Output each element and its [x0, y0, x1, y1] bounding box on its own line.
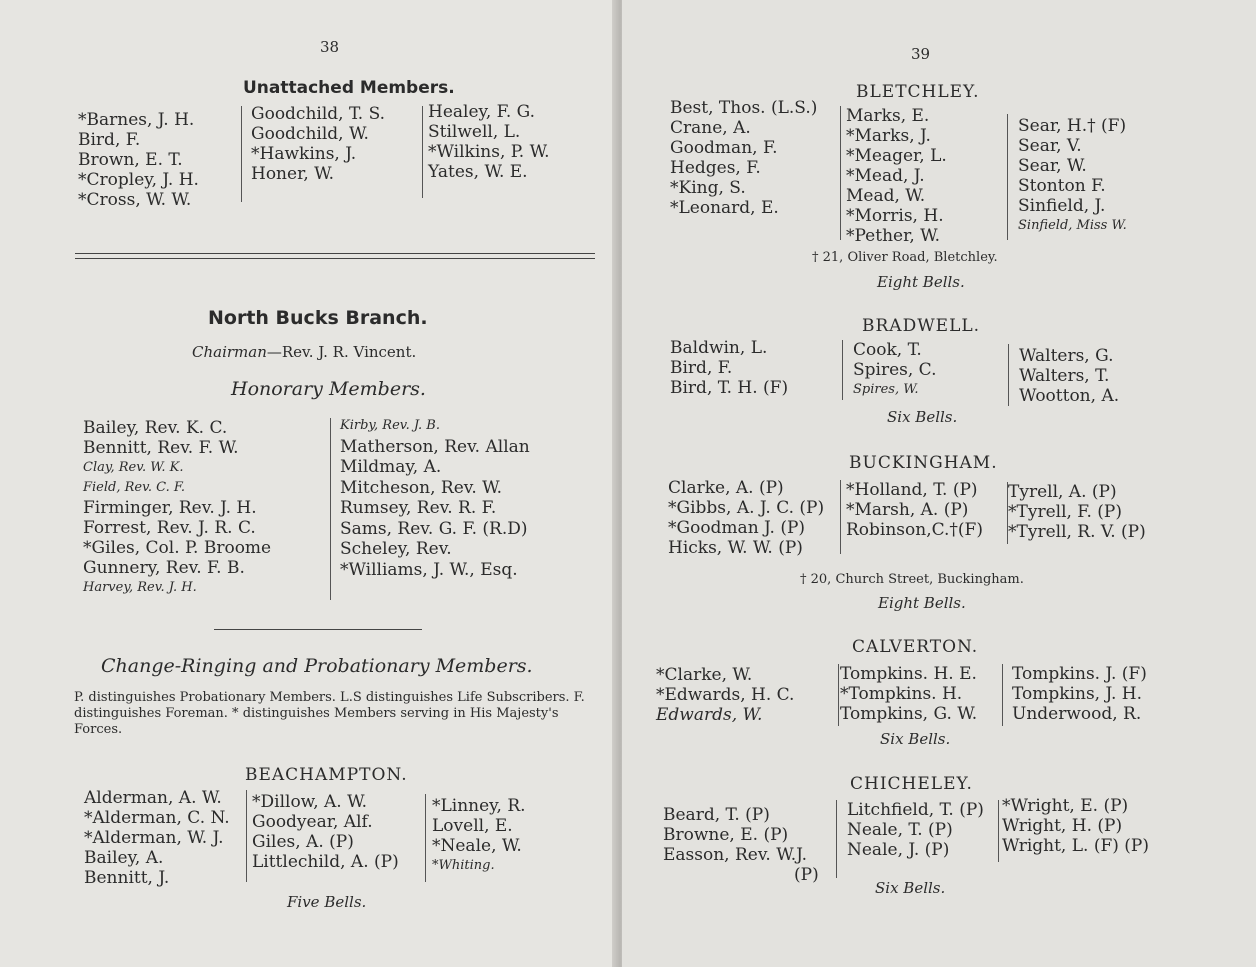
member-name: *Tyrell, R. V. (P) — [1008, 522, 1146, 542]
member-name: Underwood, R. — [1012, 704, 1142, 724]
member-name: Sinfield, Miss W. — [1018, 218, 1127, 233]
buckingham-col1 — [668, 478, 824, 558]
right-page — [622, 0, 1256, 967]
column-divider — [1008, 344, 1009, 406]
member-name: Bailey, A. — [84, 848, 164, 868]
member-name: Spires, W. — [853, 382, 919, 397]
beachampton-col2 — [252, 792, 399, 872]
chicheley-col3 — [1002, 796, 1149, 856]
member-name: Firminger, Rev. J. H. — [83, 498, 257, 518]
calverton-col2 — [840, 664, 977, 724]
beachampton-heading: BEACHAMPTON. — [245, 765, 408, 785]
member-name: Wright, L. (F) (P) — [1002, 836, 1150, 856]
member-name: Goodyear, Alf. — [252, 812, 373, 832]
member-name: Rumsey, Rev. R. F. — [340, 498, 497, 518]
member-name: Bird, T. H. (F) — [670, 378, 789, 398]
member-name: *Holland, T. (P) — [846, 480, 978, 500]
member-name: *Cross, W. W. — [78, 190, 192, 210]
member-name: *Marsh, A. (P) — [846, 500, 969, 520]
member-name: Brown, E. T. — [78, 150, 183, 170]
column-divider — [330, 418, 331, 600]
member-name: Littlechild, A. (P) — [252, 852, 399, 872]
change-ringing-heading: Change-Ringing and Probationary Members. — [101, 655, 533, 677]
member-name: Alderman, A. W. — [84, 788, 222, 808]
column-divider — [842, 340, 843, 400]
member-name: Clarke, A. (P) — [668, 478, 784, 498]
member-name: Neale, J. (P) — [847, 840, 950, 860]
member-name: Field, Rev. C. F. — [83, 480, 186, 495]
member-name: *Marks, J. — [846, 126, 931, 146]
member-name: Bennitt, Rev. F. W. — [83, 438, 239, 458]
member-name: *Meager, L. — [846, 146, 947, 166]
member-name: Goodchild, W. — [251, 124, 369, 144]
member-name: *Leonard, E. — [670, 198, 779, 218]
member-name: *Cropley, J. H. — [78, 170, 199, 190]
bradwell-heading: BRADWELL. — [862, 316, 981, 336]
member-name: Litchfield, T. (P) — [847, 800, 984, 820]
double-rule — [75, 258, 595, 259]
member-name: *Edwards, H. C. — [656, 685, 795, 705]
bradwell-bells: Six Bells. — [887, 408, 958, 426]
member-name: *Wilkins, P. W. — [428, 142, 550, 162]
member-name: Sear, H.† (F) — [1018, 116, 1127, 136]
member-name: Hicks, W. W. (P) — [668, 538, 803, 558]
member-name: Bird, F. — [670, 358, 733, 378]
page-number: 39 — [911, 45, 931, 63]
member-name: Yates, W. E. — [428, 162, 528, 182]
member-name: Goodchild, T. S. — [251, 104, 386, 124]
member-name: Tompkins. H. E. — [840, 664, 977, 684]
legend-note: P. distinguishes Probationary Members. L.S distinguishes Life Subscribers. F. distinguishes Foreman. * distinguishes Members serving in His Majesty's Forces. — [74, 690, 585, 737]
member-name: Robinson,C.†(F) — [846, 520, 983, 540]
buckingham-col3 — [1008, 482, 1146, 542]
column-divider — [422, 106, 423, 198]
member-name: Wootton, A. — [1019, 386, 1120, 406]
member-name: Mildmay, A. — [340, 457, 442, 477]
column-divider — [241, 106, 242, 202]
unattached-col1 — [78, 110, 199, 210]
member-name: Stilwell, L. — [428, 122, 521, 142]
chicheley-bells: Six Bells. — [875, 879, 946, 897]
member-name: Tompkins, G. W. — [840, 704, 978, 724]
calverton-heading: CALVERTON. — [852, 637, 979, 657]
member-name: Spires, C. — [853, 360, 937, 380]
member-name: Sinfield, J. — [1018, 196, 1106, 216]
bradwell-col2 — [853, 340, 937, 400]
beachampton-col1 — [84, 788, 230, 888]
unattached-col3 — [428, 102, 549, 182]
bletchley-col2 — [846, 106, 947, 246]
calverton-bells: Six Bells. — [880, 730, 951, 748]
chairman-line — [192, 343, 416, 361]
bradwell-col1 — [670, 338, 788, 398]
buckingham-col2 — [846, 480, 983, 540]
column-divider — [246, 790, 247, 882]
honorary-col1 — [83, 418, 271, 598]
column-divider — [838, 664, 839, 726]
section-rule — [214, 629, 422, 630]
member-name: Kirby, Rev. J. B. — [340, 418, 440, 433]
beachampton-bells: Five Bells. — [287, 893, 367, 911]
member-name: Hedges, F. — [670, 158, 761, 178]
bletchley-col3 — [1018, 116, 1127, 236]
member-name: Walters, T. — [1019, 366, 1110, 386]
member-name: *Giles, Col. P. Broome — [83, 538, 272, 558]
calverton-col1 — [656, 665, 794, 725]
page-number: 38 — [320, 38, 340, 56]
bletchley-heading: BLETCHLEY. — [856, 82, 980, 102]
member-name: Sear, V. — [1018, 136, 1082, 156]
member-name: *Tyrell, F. (P) — [1008, 502, 1122, 522]
member-name: Clay, Rev. W. K. — [83, 460, 184, 475]
chairman-text: —Rev. J. R. Vincent. — [266, 343, 417, 361]
member-name: Bailey, Rev. K. C. — [83, 418, 228, 438]
member-name: Harvey, Rev. J. H. — [83, 580, 197, 595]
member-name: Marks, E. — [846, 106, 930, 126]
member-name: *Whiting. — [432, 858, 495, 873]
member-name: *Goodman J. (P) — [668, 518, 806, 538]
column-divider — [425, 794, 426, 882]
member-name: Goodman, F. — [670, 138, 778, 158]
member-name: Tyrell, A. (P) — [1008, 482, 1117, 502]
member-name: Giles, A. (P) — [252, 832, 354, 852]
member-name: Gunnery, Rev. F. B. — [83, 558, 245, 578]
member-name: *Tompkins. H. — [840, 684, 963, 704]
member-name: *Gibbs, A. J. C. (P) — [668, 498, 825, 518]
member-name: Bird, F. — [78, 130, 141, 150]
member-name: *Alderman, C. N. — [84, 808, 230, 828]
member-name: *Wright, E. (P) — [1002, 796, 1129, 816]
member-name: *Linney, R. — [432, 796, 526, 816]
member-name: Mitcheson, Rev. W. — [340, 477, 503, 498]
member-name: Cook, T. — [853, 340, 922, 360]
bletchley-col1 — [670, 98, 817, 218]
member-name: Wright, H. (P) — [1002, 816, 1123, 836]
unattached-col2 — [251, 104, 385, 184]
beachampton-col3 — [432, 796, 526, 876]
member-name: *Hawkins, J. — [251, 144, 357, 164]
double-rule — [75, 253, 595, 254]
member-name: (P) — [794, 865, 819, 885]
buckingham-heading: BUCKINGHAM. — [849, 453, 998, 473]
calverton-col3 — [1012, 664, 1147, 724]
member-name: Bennitt, J. — [84, 868, 170, 888]
member-name: Matherson, Rev. Allan — [340, 436, 530, 457]
bletchley-bells: Eight Bells. — [877, 273, 965, 291]
member-name: *Williams, J. W., Esq. — [340, 559, 518, 580]
member-name: Sear, W. — [1018, 156, 1087, 176]
member-name: *King, S. — [670, 178, 746, 198]
honorary-col2 — [340, 416, 530, 580]
column-divider — [1007, 114, 1008, 240]
chicheley-col1 — [663, 805, 819, 885]
left-page — [0, 0, 618, 967]
member-name: Neale, T. (P) — [847, 820, 953, 840]
member-name: Mead, W. — [846, 186, 926, 206]
member-name: Crane, A. — [670, 118, 751, 138]
column-divider — [840, 106, 841, 240]
member-name: Baldwin, L. — [670, 338, 768, 358]
member-name: *Alderman, W. J. — [84, 828, 224, 848]
member-name: Easson, Rev. W.J. — [663, 845, 808, 865]
buckingham-bells: Eight Bells. — [878, 594, 966, 612]
column-divider — [836, 800, 837, 878]
member-name: *Clarke, W. — [656, 665, 753, 685]
member-name: *Pether, W. — [846, 226, 941, 246]
member-name: Browne, E. (P) — [663, 825, 789, 845]
member-name: Lovell, E. — [432, 816, 513, 836]
member-name: Sams, Rev. G. F. (R.D) — [340, 518, 528, 539]
member-name: Edwards, W. — [656, 705, 763, 725]
member-name: Tompkins, J. H. — [1012, 684, 1143, 704]
bradwell-col3 — [1019, 346, 1119, 406]
column-divider — [998, 800, 999, 862]
honorary-heading: Honorary Members. — [231, 378, 426, 400]
member-name: *Morris, H. — [846, 206, 944, 226]
member-name: Walters, G. — [1019, 346, 1114, 366]
member-name: *Neale, W. — [432, 836, 522, 856]
bletchley-address: † 21, Oliver Road, Bletchley. — [812, 250, 998, 265]
chicheley-col2 — [847, 800, 984, 860]
member-name: Stonton F. — [1018, 176, 1106, 196]
member-name: *Barnes, J. H. — [78, 110, 195, 130]
column-divider — [840, 480, 841, 554]
branch-title: North Bucks Branch. — [208, 307, 428, 329]
unattached-heading: Unattached Members. — [243, 78, 455, 98]
chicheley-heading: CHICHELEY. — [850, 774, 973, 794]
member-name: Scheley, Rev. — [340, 539, 452, 559]
column-divider — [1002, 664, 1003, 726]
member-name: Healey, F. G. — [428, 102, 536, 122]
member-name: *Mead, J. — [846, 166, 925, 186]
chairman-text: Chairman — [192, 343, 267, 361]
member-name: Tompkins. J. (F) — [1012, 664, 1147, 684]
member-name: Best, Thos. (L.S.) — [670, 98, 818, 118]
buckingham-address: † 20, Church Street, Buckingham. — [800, 572, 1024, 587]
member-name: *Dillow, A. W. — [252, 792, 368, 812]
member-name: Forrest, Rev. J. R. C. — [83, 518, 256, 538]
member-name: Honer, W. — [251, 164, 335, 184]
member-name: Beard, T. (P) — [663, 805, 770, 825]
